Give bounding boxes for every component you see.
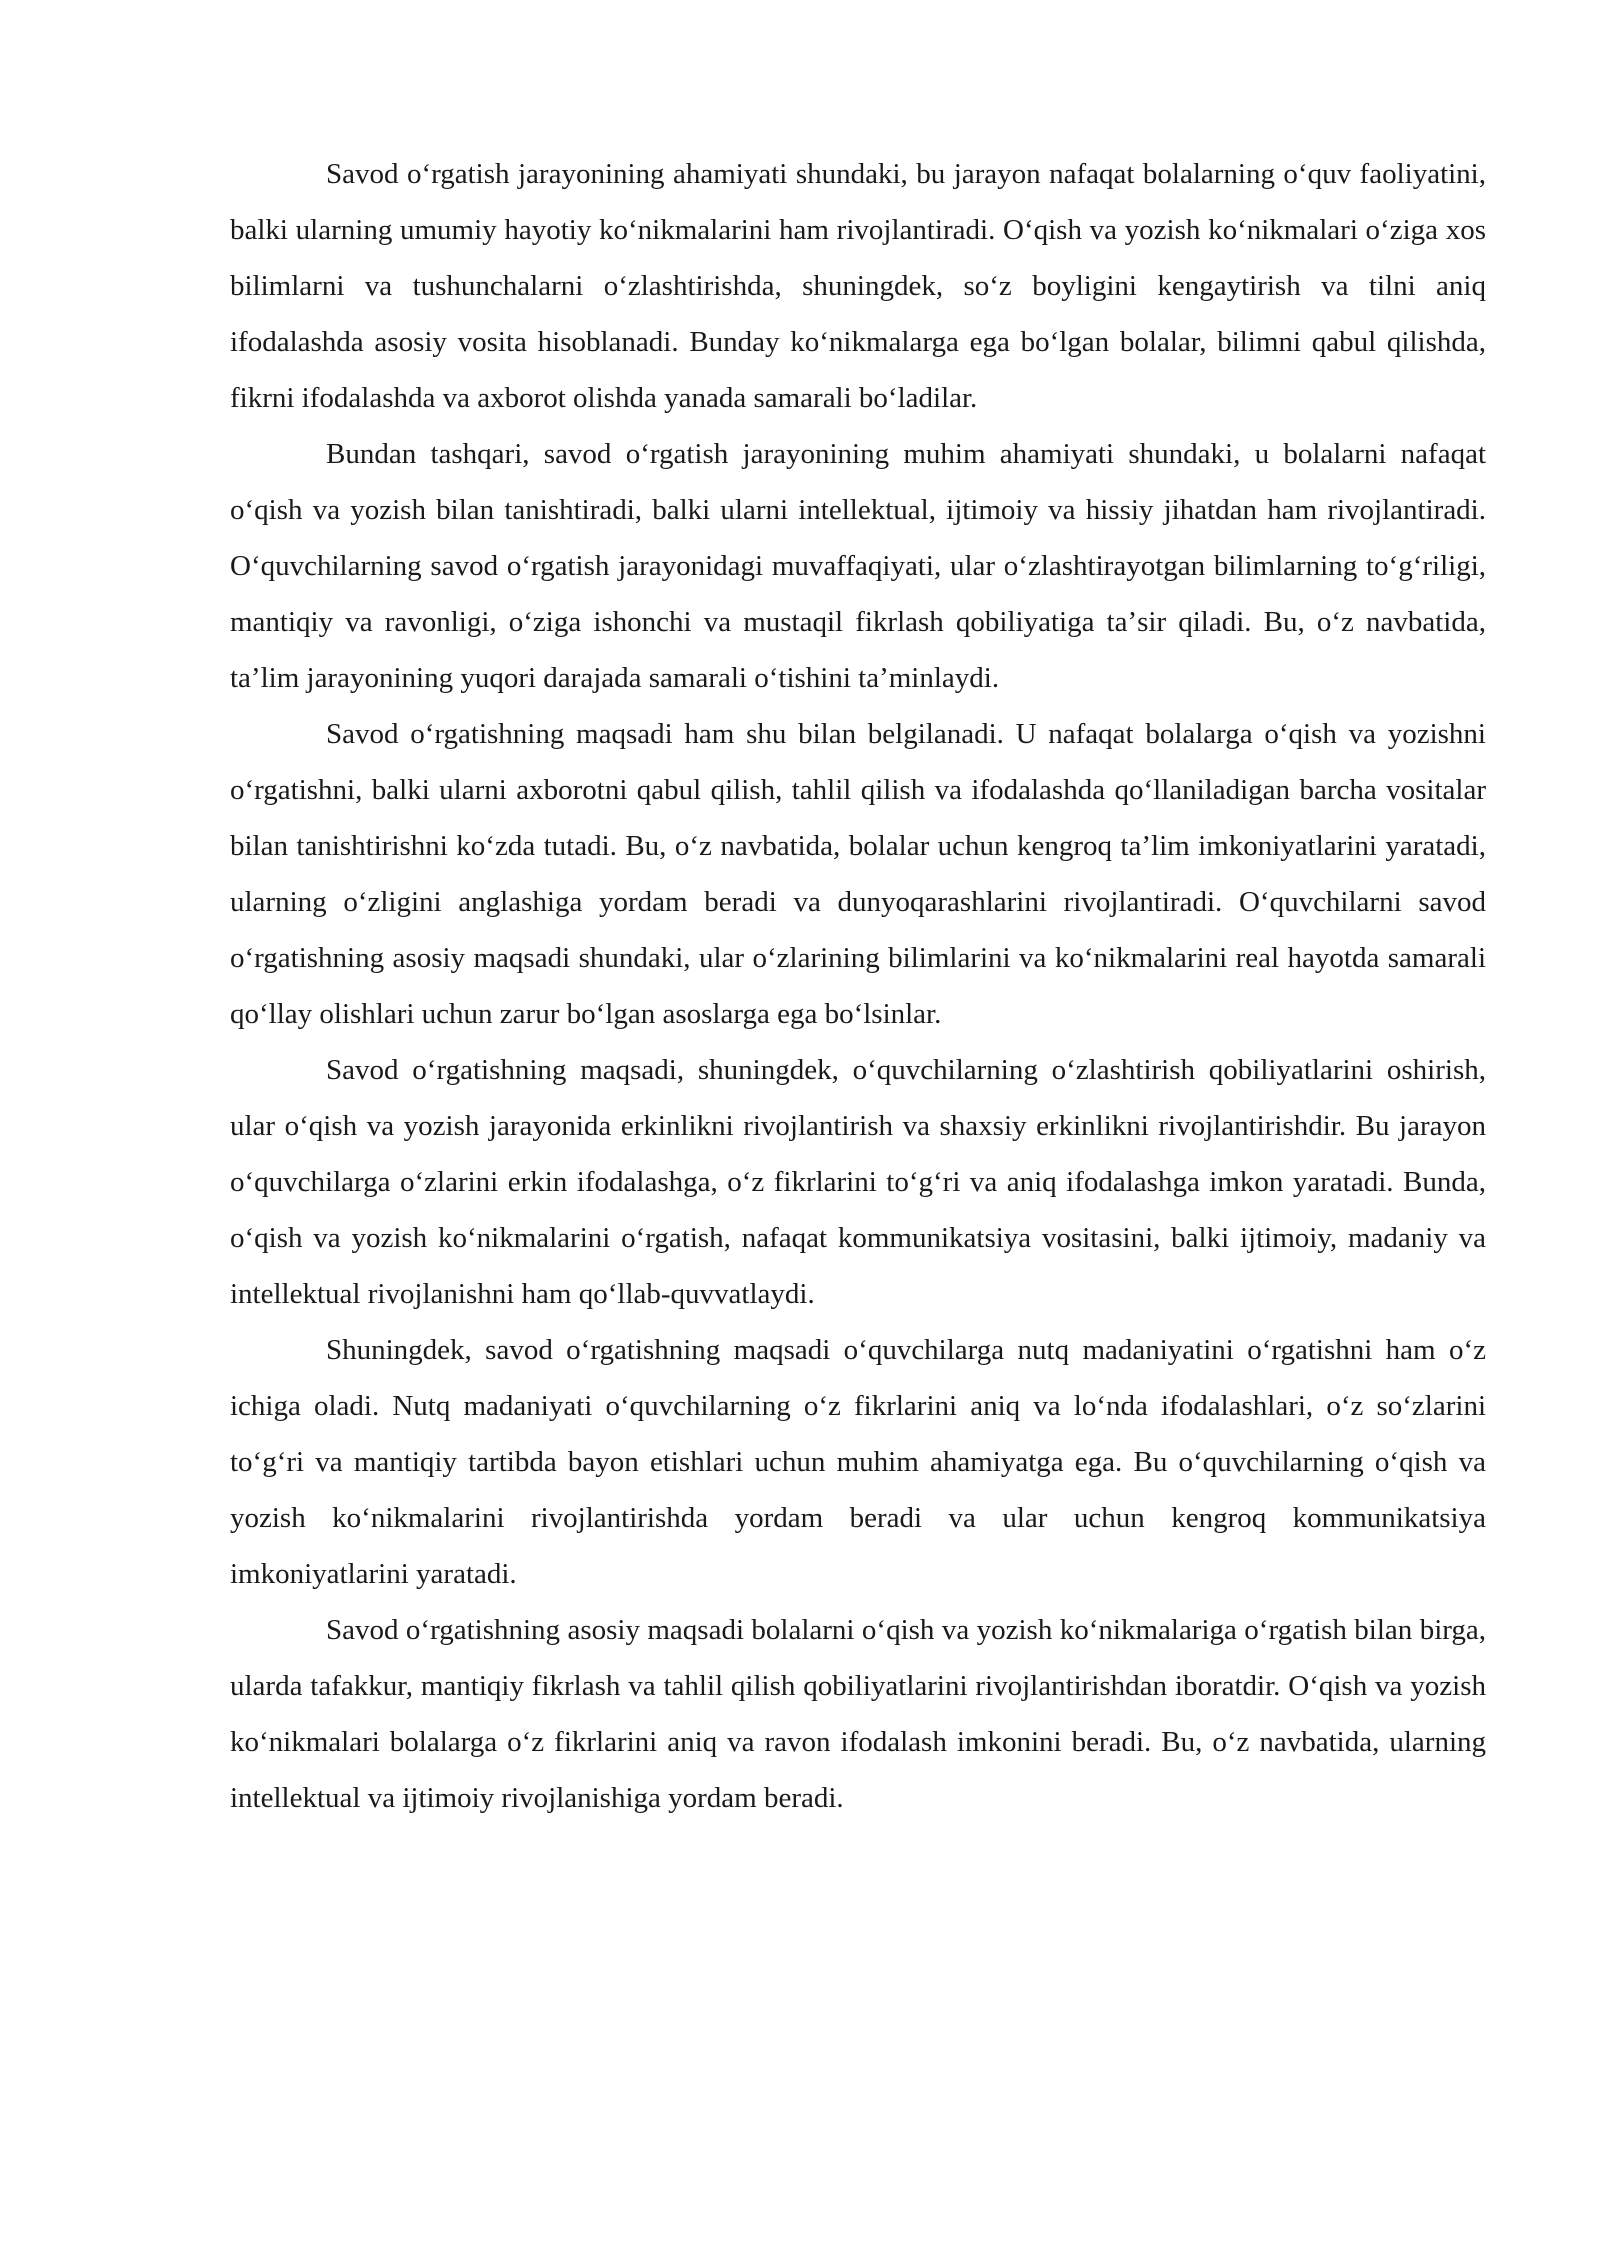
paragraph: Savod oʻrgatishning maqsadi, shuningdek, oʻquvchilarning oʻzlashtirish qobiliyatlarini oshirish, ular oʻqish va yozish jarayonida erkinlikni rivojlantirish va shaxsiy erkinlikni rivojlantirishdir. Bu jarayon oʻquvchilarga oʻzlarini erkin ifodalashga, oʻz fikrlarini toʻgʻri va aniq ifodalashga imkon yaratadi. Bunda, oʻqish va yozish koʻnikmalarini oʻrgatish, nafaqat kommunikatsiya vositasini, balki ijtimoiy, madaniy va intellektual rivojlanishni ham qoʻllab-quvvatlaydi. bbox=[230, 1054, 1486, 1310]
paragraph: Savod oʻrgatish jarayonining ahamiyati shundaki, bu jarayon nafaqat bolalarning oʻquv faoliyatini, balki ularning umumiy hayotiy koʻnikmalarini ham rivojlantiradi. Oʻqish va yozish koʻnikmalari oʻziga xos bilimlarni va tushunchalarni oʻzlashtirishda, shuningdek, soʻz boyligini kengaytirish va tilni aniq ifodalashda asosiy vosita hisoblanadi. Bunday koʻnikmalarga ega boʻlgan bolalar, bilimni qabul qilishda, fikrni ifodalashda va axborot olishda yanada samarali boʻladilar. bbox=[230, 158, 1486, 414]
document-body bbox=[230, 146, 1486, 1826]
paragraph: Shuningdek, savod oʻrgatishning maqsadi oʻquvchilarga nutq madaniyatini oʻrgatishni ham oʻz ichiga oladi. Nutq madaniyati oʻquvchilarning oʻz fikrlarini aniq va loʻnda ifodalashlari, oʻz soʻzlarini toʻgʻri va mantiqiy tartibda bayon etishlari uchun muhim ahamiyatga ega. Bu oʻquvchilarning oʻqish va yozish koʻnikmalarini rivojlantirishda yordam beradi va ular uchun kengroq kommunikatsiya imkoniyatlarini yaratadi. bbox=[230, 1334, 1486, 1590]
paragraph: Bundan tashqari, savod oʻrgatish jarayonining muhim ahamiyati shundaki, u bolalarni nafaqat oʻqish va yozish bilan tanishtiradi, balki ularni intellektual, ijtimoiy va hissiy jihatdan ham rivojlantiradi. Oʻquvchilarning savod oʻrgatish jarayonidagi muvaffaqiyati, ular oʻzlashtirayotgan bilimlarning toʻgʻriligi, mantiqiy va ravonligi, oʻziga ishonchi va mustaqil fikrlash qobiliyatiga taʼsir qiladi. Bu, oʻz navbatida, taʼlim jarayonining yuqori darajada samarali oʻtishini taʼminlaydi. bbox=[230, 438, 1486, 694]
paragraph: Savod oʻrgatishning maqsadi ham shu bilan belgilanadi. U nafaqat bolalarga oʻqish va yozishni oʻrgatishni, balki ularni axborotni qabul qilish, tahlil qilish va ifodalashda qoʻllaniladigan barcha vositalar bilan tanishtirishni koʻzda tutadi. Bu, oʻz navbatida, bolalar uchun kengroq taʼlim imkoniyatlarini yaratadi, ularning oʻzligini anglashiga yordam beradi va dunyoqarashlarini rivojlantiradi. Oʻquvchilarni savod oʻrgatishning asosiy maqsadi shundaki, ular oʻzlarining bilimlarini va koʻnikmalarini real hayotda samarali qoʻllay olishlari uchun zarur boʻlgan asoslarga ega boʻlsinlar. bbox=[230, 718, 1486, 1030]
paragraph: Savod oʻrgatishning asosiy maqsadi bolalarni oʻqish va yozish koʻnikmalariga oʻrgatish bilan birga, ularda tafakkur, mantiqiy fikrlash va tahlil qilish qobiliyatlarini rivojlantirishdan iboratdir. Oʻqish va yozish koʻnikmalari bolalarga oʻz fikrlarini aniq va ravon ifodalash imkonini beradi. Bu, oʻz navbatida, ularning intellektual va ijtimoiy rivojlanishiga yordam beradi. bbox=[230, 1614, 1486, 1814]
